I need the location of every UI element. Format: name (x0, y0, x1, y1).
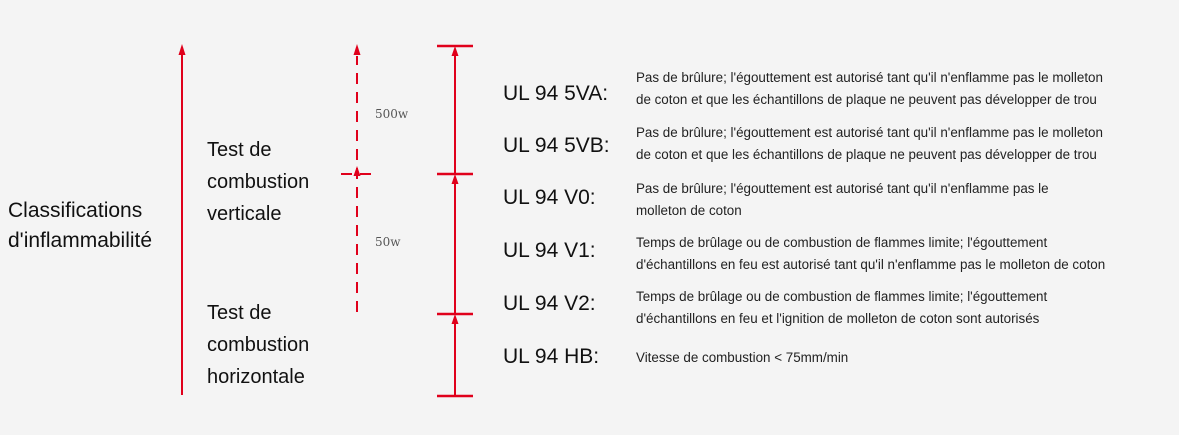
group-label-horizontal (207, 297, 309, 393)
class-name-v2: UL 94 V2: (503, 292, 596, 315)
class-desc-v0 (636, 178, 1049, 222)
class-name-v0: UL 94 V0: (503, 186, 596, 209)
class-desc-hb (636, 347, 848, 369)
class-desc-5vb (636, 122, 1103, 166)
class-name-v1: UL 94 V1: (503, 239, 596, 262)
class-desc-line: molleton de coton (636, 203, 742, 218)
main-label-line: d'inflammabilité (8, 229, 153, 252)
group-label-line: Test de (207, 139, 272, 161)
class-desc-line: d'échantillons en feu et l'ignition de molleton de coton sont autorisés (636, 311, 1040, 326)
class-desc-line: de coton et que les échantillons de plaque ne peuvent pas développer de trou (636, 92, 1097, 107)
class-desc-v1 (636, 232, 1105, 276)
dashed-energy-arrow (341, 44, 371, 312)
class-name-5va: UL 94 5VA: (503, 82, 609, 105)
class-desc-line: de coton et que les échantillons de plaque ne peuvent pas développer de trou (636, 147, 1097, 162)
class-desc-line: Temps de brûlage ou de combustion de flammes limite; l'égouttement (636, 235, 1048, 250)
watt-label-high: 500w (375, 107, 409, 121)
main-label (8, 196, 152, 256)
class-desc-line: Pas de brûlure; l'égouttement est autorisé tant qu'il n'enflamme pas le molleton (636, 70, 1103, 85)
group-label-line: verticale (207, 203, 282, 225)
group-label-line: combustion (207, 334, 310, 356)
group-label-vertical (207, 134, 309, 230)
class-desc-5va (636, 67, 1103, 111)
main-label-line: Classifications (8, 199, 143, 222)
group-label-line: horizontale (207, 366, 305, 388)
class-name-5vb: UL 94 5VB: (503, 134, 610, 157)
class-desc-v2 (636, 286, 1047, 330)
class-desc-line: Pas de brûlure; l'égouttement est autorisé tant qu'il n'enflamme pas le molleton (636, 125, 1103, 140)
group-label-line: combustion (207, 171, 310, 193)
class-name-hb: UL 94 HB: (503, 345, 600, 368)
class-desc-line: Temps de brûlage ou de combustion de flammes limite; l'égouttement (636, 289, 1048, 304)
group-label-line: Test de (207, 302, 272, 324)
class-desc-line: d'échantillons en feu est autorisé tant qu'il n'enflamme pas le molleton de coton (636, 257, 1106, 272)
class-desc-line: Pas de brûlure; l'égouttement est autorisé tant qu'il n'enflamme pas le (636, 181, 1049, 196)
classification-scale (437, 46, 473, 396)
main-arrow (179, 44, 186, 395)
watt-label-low: 50w (375, 235, 401, 249)
class-desc-line: Vitesse de combustion < 75mm/min (636, 350, 849, 365)
